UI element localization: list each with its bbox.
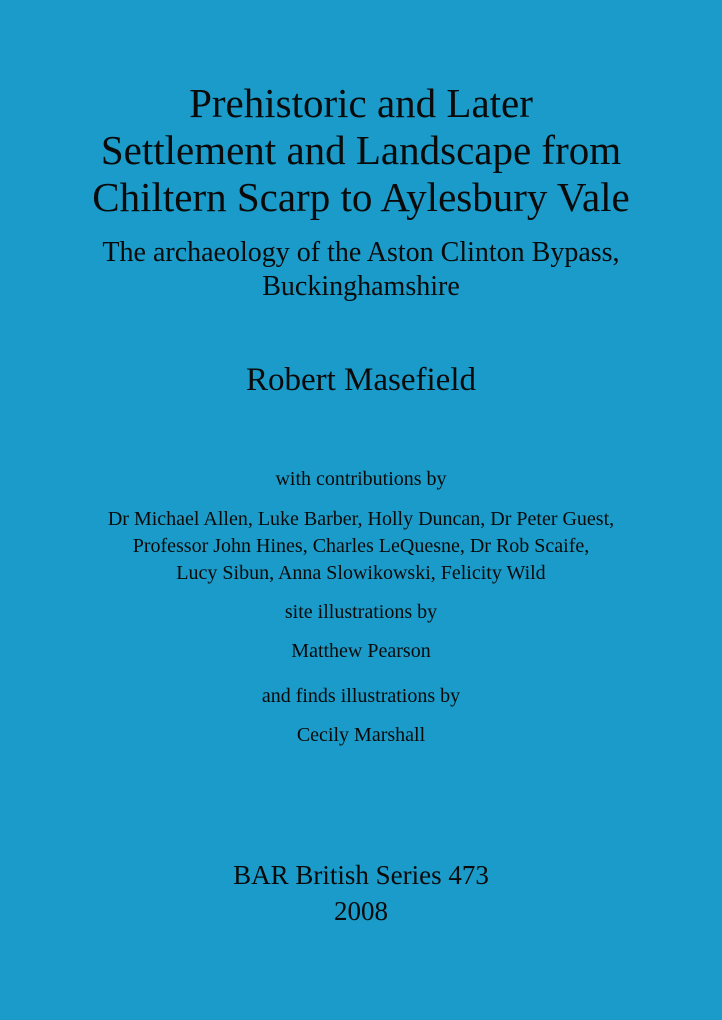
series-label: BAR British Series 473: [233, 860, 489, 890]
contributors-list: [0, 506, 722, 587]
book-subtitle: [0, 236, 722, 304]
subtitle-line-2: Buckinghamshire: [262, 271, 460, 302]
finds-illustrator-name: Cecily Marshall: [296, 724, 426, 746]
contributors-line-2: Professor John Hines, Charles LeQuesne, Dr Rob Scaife,: [132, 535, 590, 557]
title-line-2: Settlement and Landscape from: [100, 127, 622, 173]
title-line-3: Chiltern Scarp to Aylesbury Vale: [92, 174, 630, 220]
book-title: [0, 80, 722, 221]
contributions-heading: with contributions by: [275, 468, 447, 490]
site-illustrations-heading: site illustrations by: [284, 601, 438, 623]
contributors-line-1: Dr Michael Allen, Luke Barber, Holly Duncan, Dr Peter Guest,: [107, 508, 615, 530]
publication-year: 2008: [334, 896, 388, 926]
author-name: Robert Masefield: [245, 362, 477, 398]
subtitle-line-1: The archaeology of the Aston Clinton Bypass,: [102, 237, 620, 268]
site-illustrator-name: Matthew Pearson: [291, 640, 431, 662]
contributors-line-3: Lucy Sibun, Anna Slowikowski, Felicity Wild: [176, 562, 546, 584]
title-line-1: Prehistoric and Later: [189, 80, 533, 126]
finds-illustrations-heading: and finds illustrations by: [261, 685, 461, 707]
